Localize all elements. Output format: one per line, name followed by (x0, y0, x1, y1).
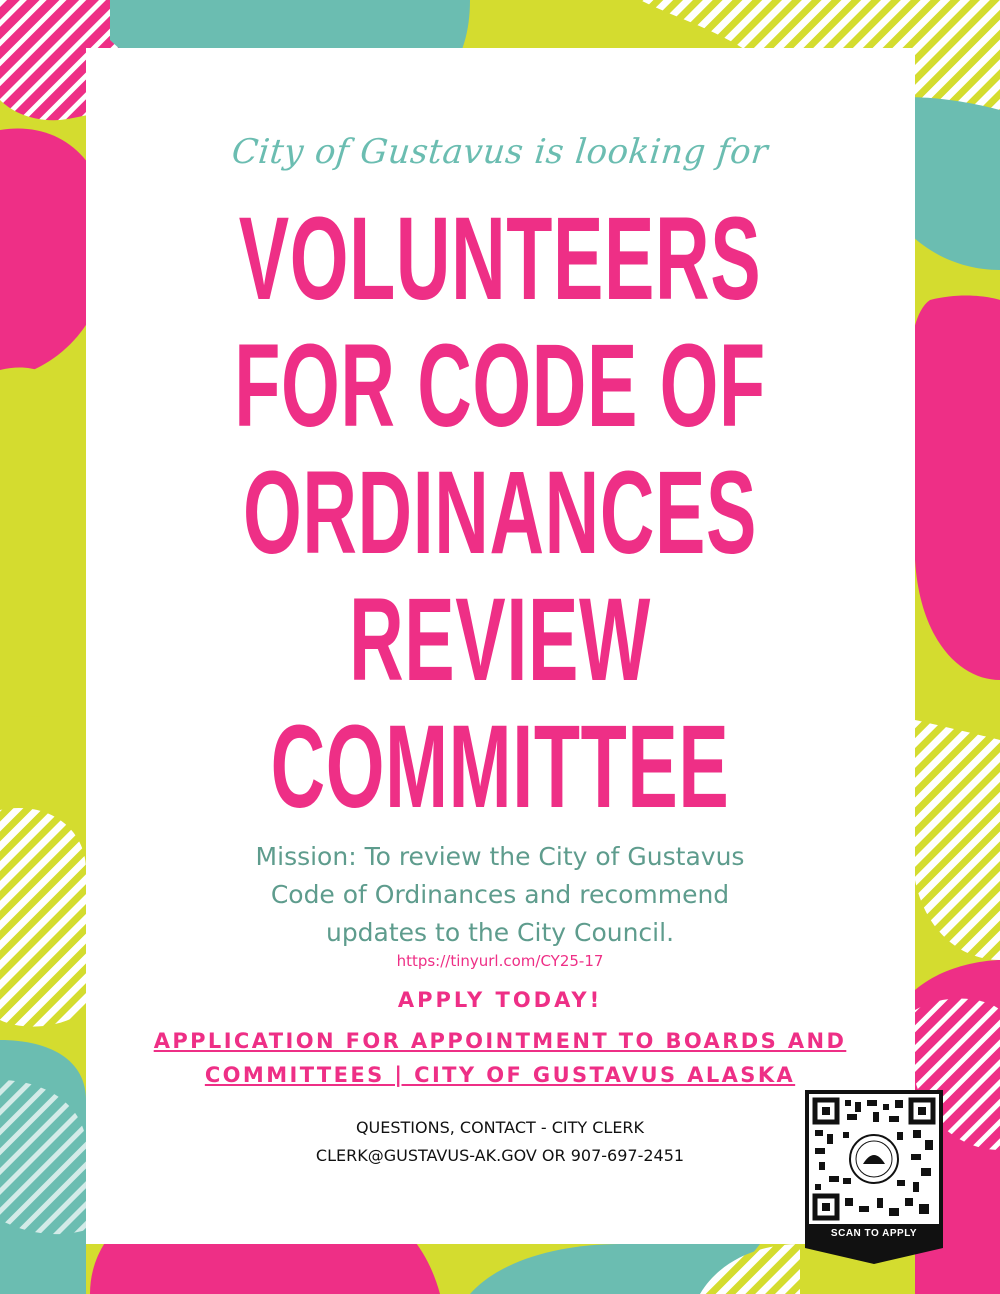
headline-line-4: REVIEW (349, 574, 651, 706)
contact-line-2: CLERK@GUSTAVUS-AK.GOV OR 907-697-2451 (315, 1146, 685, 1165)
city-seal-icon (850, 1135, 898, 1183)
headline-line-1: VOLUNTEERS (238, 193, 762, 325)
headline-line-5: COMMITTEE (270, 701, 730, 833)
application-link[interactable] (0, 1024, 1000, 1092)
mission-line-1: Mission: To review the City of Gustavus (255, 842, 745, 871)
application-link-line-2[interactable]: COMMITTEES | CITY OF GUSTAVUS ALASKA (204, 1063, 796, 1087)
mission-statement (0, 838, 1000, 952)
tinyurl-link[interactable]: https://tinyurl.com/CY25-17 (396, 952, 604, 970)
headline (0, 193, 1000, 833)
intro-text: City of Gustavus is looking for (229, 132, 771, 172)
headline-line-2: FOR CODE OF (234, 320, 766, 452)
contact-info (250, 1114, 750, 1170)
contact-line-1: QUESTIONS, CONTACT - CITY CLERK (355, 1118, 645, 1137)
qr-code-icon[interactable] (803, 1088, 945, 1266)
mission-line-2: Code of Ordinances and recommend (270, 880, 730, 909)
apply-today-heading: APPLY TODAY! (397, 988, 603, 1012)
application-link-line-1[interactable]: APPLICATION FOR APPOINTMENT TO BOARDS AND (153, 1029, 847, 1053)
headline-line-3: ORDINANCES (242, 447, 758, 579)
mission-line-3: updates to the City Council. (325, 918, 675, 947)
scan-to-apply-label: SCAN TO APPLY (830, 1228, 918, 1239)
